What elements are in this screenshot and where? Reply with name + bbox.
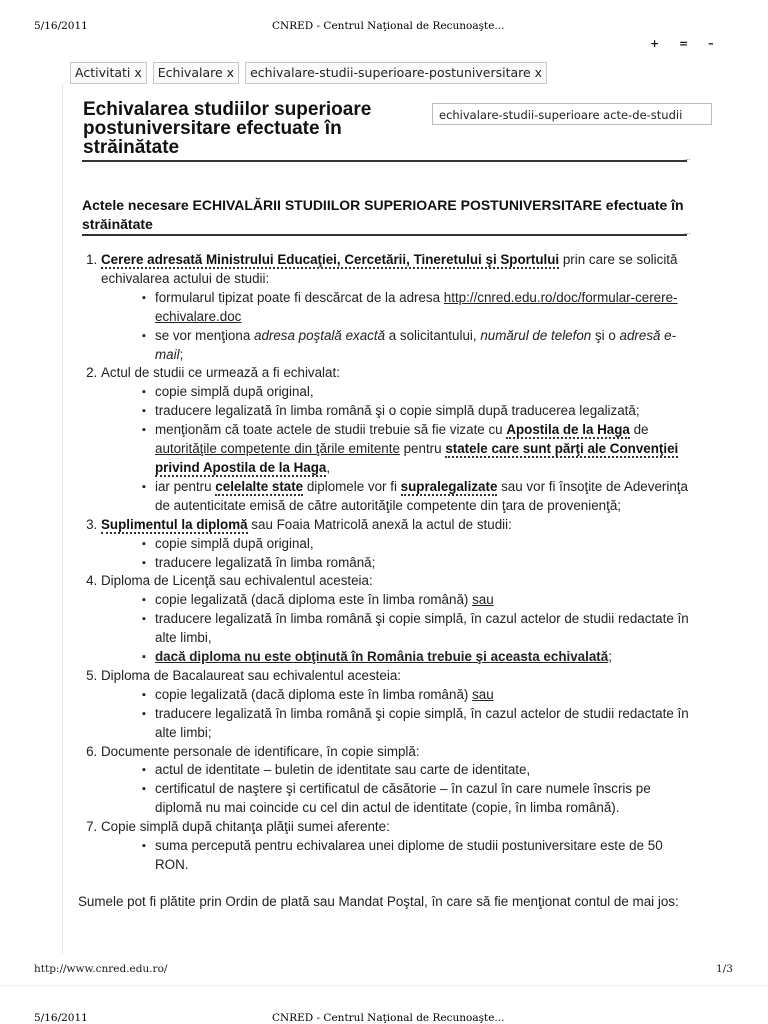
list-item: 3. Suplimentul la diplomă sau Foaia Matricolă anexă la actul de studii: ▪ copie simplă după original, ▪ traducere legalizată în limba română; [101, 516, 693, 573]
list-item: ▪ menţionăm că toate actele de studii trebuie să fie vizate cu Apostila de la Haga de autorităţile competente din ţările emitente pentru statele care sunt părţi ale Convenţiei privind Apostila de la Haga, [155, 421, 693, 478]
rule-end-mark: ... [684, 154, 691, 162]
subtitle-rule [82, 234, 687, 236]
link-cerere[interactable]: Cerere adresată Ministrului Educaţiei, Cercetării, Tineretului şi Sportului [101, 252, 560, 267]
list-item: 4. Diploma de Licenţă sau echivalentul acesteia: ▪ copie legalizată (dacă diploma este în limba română) sau ▪ traducere legalizată în limba română şi copie simplă, în cazul actelor de studii redactate în alte limbi, ▪ dacă diploma nu este obţinută în România trebuie şi aceasta echivalată; [101, 572, 693, 667]
list-item: ▪ traducere legalizată în limba română şi copie simplă, în cazul actelor de studii redactate în alte limbi; [155, 705, 693, 743]
link-sau[interactable]: sau [472, 592, 494, 608]
title-rule [82, 160, 687, 162]
list-item: 6. Documente personale de identificare, în copie simplă: ▪ actul de identitate – buletin de identitate sau carte de identitate, ▪ certificatul de naştere şi certificatul de căsătorie – în cazul în care numele înscris pe diplomă nu mai coincide cu cel din actul de identitate (copie, în limba română). [101, 743, 693, 819]
link-supliment[interactable]: Suplimentul la diplomă [101, 516, 248, 532]
list-item: ▪ formularul tipizat poate fi descărcat de la adresa http://cnred.edu.ro/doc/formular-cerere-echivalare.doc [155, 289, 693, 327]
print-date-2: 5/16/2011 [34, 1012, 88, 1024]
list-item: ▪ actul de identitate – buletin de identitate sau carte de identitate, [155, 761, 693, 780]
list-item: 2. Actul de studii ce urmează a fi echivalat: ▪ copie simplă după original, ▪ traducere legalizată în limba română şi o copie simplă după traducerea legalizată; ▪ menţionăm că toate actele de studii trebuie să fie vizate cu Apostila de la Haga de autorităţile competente din ţările emitente pentru statele care sunt părţi ale Convenţiei privind Apostila de la Haga, ▪ iar pentru celelalte state diplomele vor fi supralegalizate sau vor fi însoţite de Adeverinţa de autenticitate emisă de către autorităţile competente din ţara de provenienţă; [101, 364, 693, 515]
list-item: ▪ copie simplă după original, [155, 535, 693, 554]
link-formular[interactable]: http://cnred.edu.ro/doc/formular-cerere-echivalare.doc [155, 289, 678, 324]
print-title-2: CNRED - Centrul Naţional de Recunoaşte... [272, 1012, 505, 1024]
list-item: ▪ traducere legalizată în limba română şi o copie simplă după traducerea legalizată; [155, 402, 693, 421]
footer-page-number: 1/3 [716, 963, 733, 975]
list-item: ▪ se vor menţiona adresa poştală exactă a solicitantului, numărul de telefon şi o adresă e-mail; [155, 327, 693, 365]
print-title: CNRED - Centrul Naţional de Recunoaşte... [272, 20, 505, 32]
link-supralegalizate[interactable]: supralegalizate [400, 478, 498, 494]
footer-url: http://www.cnred.edu.ro/ [34, 963, 168, 975]
link-echivalata[interactable]: dacă diploma nu este obţinută în România trebuie şi aceasta echivalată [155, 649, 609, 665]
link-sau-2[interactable]: sau [472, 686, 494, 702]
list-item: 7. Copie simplă după chitanţa plăţii sumei aferente: ▪ suma percepută pentru echivalarea unei diplome de studii postuniversitare este de 50 RON. [101, 818, 693, 875]
tab-activitati[interactable]: Activitati x [70, 62, 147, 84]
link-autoritati[interactable]: autorităţile competente din ţările emitente [155, 441, 400, 457]
list-item: 5. Diploma de Bacalaureat sau echivalentul acesteia: ▪ copie legalizată (dacă diploma este în limba română) sau ▪ traducere legalizată în limba română şi copie simplă, în cazul actelor de studii redactate în alte limbi; [101, 667, 693, 743]
list-item: ▪ iar pentru celelalte state diplomele vor fi supralegalizate sau vor fi însoţite de Adeverinţa de autenticitate emisă de către autorităţile competente din ţara de provenienţă; [155, 478, 693, 516]
page-break [0, 985, 768, 986]
page-title: Echivalarea studiilor superioare postuniversitare efectuate în străinătate [83, 99, 372, 158]
list-item: ▪ suma percepută pentru echivalarea unei diplome de studii postuniversitare este de 50 RON. [155, 837, 693, 875]
tab-bar [70, 62, 547, 84]
rule-end-mark-2: ... [684, 228, 691, 236]
list-item: ▪ copie legalizată (dacă diploma este în limba română) sau [155, 686, 693, 705]
list-item: ▪ copie simplă după original, [155, 383, 693, 402]
link-state-parti[interactable]: statele care sunt părţi ale Convenţiei privind Apostila de la Haga [155, 441, 679, 475]
payment-note: Sumele pot fi plătite prin Ordin de plată sau Mandat Poştal, în care să fie menţionat contul de mai jos: [78, 893, 679, 909]
tab-echivalare-studii[interactable]: echivalare-studii-superioare-postuniversitare x [245, 62, 547, 84]
requirements-list [78, 251, 693, 875]
tab-echivalare[interactable]: Echivalare x [153, 62, 239, 84]
list-item: ▪ dacă diploma nu este obţinută în România trebuie şi aceasta echivalată; [155, 648, 693, 667]
window-controls[interactable]: + = – [650, 37, 722, 50]
section-subtitle: Actele necesare ECHIVALĂRII STUDIILOR SUPERIOARE POSTUNIVERSITARE efectuate în străinătate [82, 197, 684, 232]
list-item: ▪ copie legalizată (dacă diploma este în limba română) sau [155, 591, 693, 610]
print-date: 5/16/2011 [34, 20, 88, 32]
list-item: 1. Cerere adresată Ministrului Educaţiei, Cercetării, Tineretului şi Sportului prin care se solicită echivalarea actului de studii: ▪ formularul tipizat poate fi descărcat de la adresa http://cnred.edu.ro/doc/formular-cerere-echivalare.doc ▪ se vor menţiona adresa poştală exactă a solicitantului, numărul de telefon şi o adresă e-mail; [101, 251, 693, 364]
list-item: ▪ traducere legalizată în limba română şi copie simplă, în cazul actelor de studii redactate în alte limbi, [155, 610, 693, 648]
document-content [78, 251, 693, 912]
list-item: ▪ certificatul de naştere şi certificatul de căsătorie – în cazul în care numele înscris pe diplomă nu mai coincide cu cel din actul de identitate (copie, în limba română). [155, 780, 693, 818]
tags-box[interactable]: echivalare-studii-superioare acte-de-studii [432, 103, 712, 125]
list-item: ▪ traducere legalizată în limba română; [155, 554, 693, 573]
link-apostila[interactable]: Apostila de la Haga [506, 422, 630, 438]
link-celelalte-state[interactable]: celelalte state [215, 478, 304, 494]
